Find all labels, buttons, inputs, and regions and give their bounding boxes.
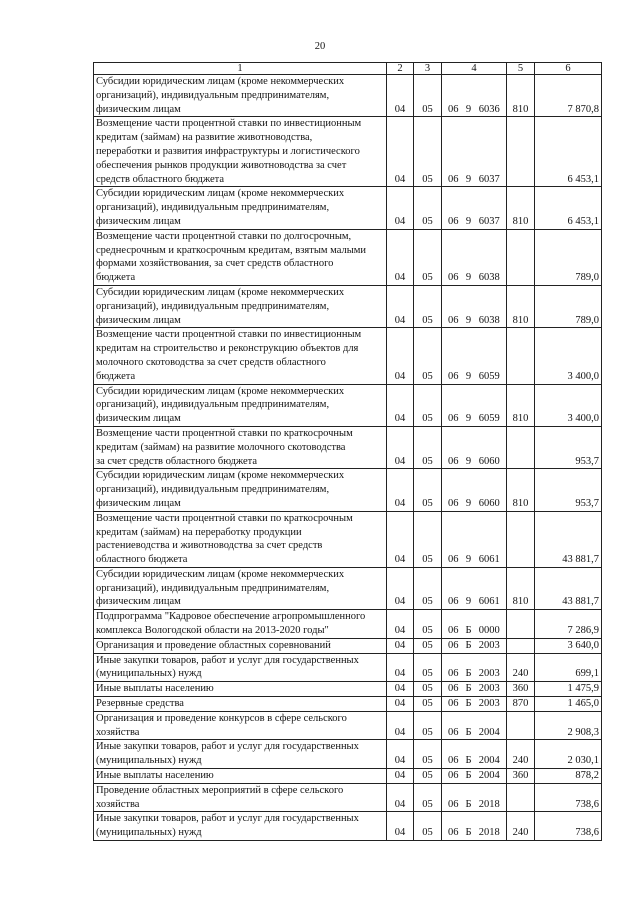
article-program: 06 xyxy=(447,173,459,185)
target-article-parts xyxy=(444,553,504,567)
table-row xyxy=(94,653,602,682)
table-row xyxy=(94,511,602,567)
row-description: Проведение областных мероприятий в сфере сельского хозяйства xyxy=(94,783,387,812)
target-article-code xyxy=(442,697,507,712)
section-code: 04 xyxy=(387,711,414,740)
table-row xyxy=(94,469,602,511)
target-article-parts xyxy=(444,370,504,384)
table-row xyxy=(94,187,602,229)
amount: 3 640,0 xyxy=(535,638,602,653)
column-header-6: 6 xyxy=(535,63,602,75)
row-description: Организация и проведение областных соревнований xyxy=(94,638,387,653)
subsection-code: 05 xyxy=(414,769,442,784)
target-article-parts xyxy=(444,497,504,511)
article-direction: 6060 xyxy=(478,497,500,509)
article-direction: 6059 xyxy=(478,370,500,382)
expense-type-code xyxy=(507,711,535,740)
expense-type-code: 810 xyxy=(507,567,535,609)
row-description: Возмещение части процентной ставки по инвестиционным кредитам (займам) на развитие животноводства, переработки и развития инфраструктуры и логистического обеспечения рынков продукции животноводства за счет средств областного бюджета xyxy=(94,117,387,187)
article-program: 06 xyxy=(447,272,459,284)
article-program: 06 xyxy=(447,827,459,839)
article-subprogram: 9 xyxy=(465,455,472,467)
row-description: Субсидии юридическим лицам (кроме некоммерческих организаций), индивидуальным предпринимателям, физическим лицам xyxy=(94,567,387,609)
article-subprogram: Б xyxy=(465,683,472,695)
table-header-row xyxy=(94,63,602,75)
amount: 738,6 xyxy=(535,783,602,812)
section-code: 04 xyxy=(387,469,414,511)
expense-type-code: 810 xyxy=(507,187,535,229)
amount: 789,0 xyxy=(535,285,602,327)
subsection-code: 05 xyxy=(414,328,442,384)
amount: 878,2 xyxy=(535,769,602,784)
article-program: 06 xyxy=(447,755,459,767)
row-description: Субсидии юридическим лицам (кроме некоммерческих организаций), индивидуальным предпринимателям, физическим лицам xyxy=(94,384,387,426)
section-code: 04 xyxy=(387,187,414,229)
subsection-code: 05 xyxy=(414,229,442,285)
article-direction: 2004 xyxy=(478,770,500,782)
article-direction: 2003 xyxy=(478,668,500,680)
target-article-parts xyxy=(444,624,504,638)
article-direction: 6038 xyxy=(478,314,500,326)
expense-type-code: 360 xyxy=(507,769,535,784)
amount: 7 286,9 xyxy=(535,610,602,639)
article-subprogram: 9 xyxy=(465,554,472,566)
section-code: 04 xyxy=(387,682,414,697)
expense-type-code: 810 xyxy=(507,384,535,426)
article-direction: 6036 xyxy=(478,103,500,115)
target-article-code xyxy=(442,783,507,812)
expense-type-code xyxy=(507,638,535,653)
target-article-code xyxy=(442,812,507,841)
row-description: Иные выплаты населению xyxy=(94,682,387,697)
article-program: 06 xyxy=(447,103,459,115)
article-direction: 6061 xyxy=(478,596,500,608)
article-program: 06 xyxy=(447,639,459,651)
section-code: 04 xyxy=(387,769,414,784)
amount: 699,1 xyxy=(535,653,602,682)
section-code: 04 xyxy=(387,511,414,567)
target-article-parts xyxy=(444,667,504,681)
row-description: Иные выплаты населению xyxy=(94,769,387,784)
article-subprogram: Б xyxy=(465,770,472,782)
budget-table xyxy=(93,62,602,841)
article-subprogram: Б xyxy=(465,798,472,810)
amount: 3 400,0 xyxy=(535,384,602,426)
table-header xyxy=(94,63,602,75)
article-program: 06 xyxy=(447,798,459,810)
table-row xyxy=(94,426,602,468)
article-direction: 0000 xyxy=(478,625,500,637)
section-code: 04 xyxy=(387,328,414,384)
target-article-code xyxy=(442,384,507,426)
expense-type-code: 240 xyxy=(507,653,535,682)
article-program: 06 xyxy=(447,668,459,680)
target-article-code xyxy=(442,638,507,653)
target-article-code xyxy=(442,426,507,468)
article-subprogram: Б xyxy=(465,726,472,738)
row-description: Возмещение части процентной ставки по инвестиционным кредитам на строительство и реконструкцию объектов для молочного скотоводства за счет средств областного бюджета xyxy=(94,328,387,384)
article-program: 06 xyxy=(447,625,459,637)
article-subprogram: Б xyxy=(465,639,472,651)
row-description: Иные закупки товаров, работ и услуг для государственных (муниципальных) нужд xyxy=(94,812,387,841)
target-article-code xyxy=(442,511,507,567)
target-article-parts xyxy=(444,271,504,285)
expense-type-code: 240 xyxy=(507,740,535,769)
amount: 1 475,9 xyxy=(535,682,602,697)
expense-type-code: 240 xyxy=(507,812,535,841)
column-header-3: 3 xyxy=(414,63,442,75)
target-article-parts xyxy=(444,639,504,653)
target-article-code xyxy=(442,610,507,639)
target-article-parts xyxy=(444,412,504,426)
row-description: Резервные средства xyxy=(94,697,387,712)
column-header-1: 1 xyxy=(94,63,387,75)
subsection-code: 05 xyxy=(414,711,442,740)
subsection-code: 05 xyxy=(414,285,442,327)
table-row xyxy=(94,697,602,712)
row-description: Субсидии юридическим лицам (кроме некоммерческих организаций), индивидуальным предпринимателям, физическим лицам xyxy=(94,187,387,229)
article-program: 06 xyxy=(447,683,459,695)
article-direction: 6038 xyxy=(478,272,500,284)
article-subprogram: 9 xyxy=(465,103,472,115)
target-article-code xyxy=(442,229,507,285)
table-row xyxy=(94,783,602,812)
subsection-code: 05 xyxy=(414,567,442,609)
amount: 7 870,8 xyxy=(535,75,602,117)
article-direction: 2004 xyxy=(478,755,500,767)
table-row xyxy=(94,567,602,609)
target-article-parts xyxy=(444,697,504,711)
amount: 1 465,0 xyxy=(535,697,602,712)
subsection-code: 05 xyxy=(414,638,442,653)
row-description: Возмещение части процентной ставки по долгосрочным, среднесрочным и краткосрочным кредитам, взятым малыми формами хозяйствования, за счет средств областного бюджета xyxy=(94,229,387,285)
article-program: 06 xyxy=(447,596,459,608)
table-row xyxy=(94,328,602,384)
target-article-parts xyxy=(444,754,504,768)
target-article-code xyxy=(442,769,507,784)
target-article-code xyxy=(442,740,507,769)
table-row xyxy=(94,711,602,740)
section-code: 04 xyxy=(387,426,414,468)
row-description: Подпрограмма "Кадровое обеспечение агропромышленного комплекса Вологодской области на 2013-2020 годы" xyxy=(94,610,387,639)
table-body xyxy=(94,75,602,841)
amount: 43 881,7 xyxy=(535,567,602,609)
amount: 789,0 xyxy=(535,229,602,285)
expense-type-code xyxy=(507,783,535,812)
section-code: 04 xyxy=(387,229,414,285)
target-article-code xyxy=(442,75,507,117)
article-program: 06 xyxy=(447,370,459,382)
article-subprogram: Б xyxy=(465,827,472,839)
subsection-code: 05 xyxy=(414,75,442,117)
expense-type-code xyxy=(507,426,535,468)
page-number: 20 xyxy=(314,41,326,52)
target-article-code xyxy=(442,117,507,187)
section-code: 04 xyxy=(387,783,414,812)
section-code: 04 xyxy=(387,75,414,117)
row-description: Иные закупки товаров, работ и услуг для государственных (муниципальных) нужд xyxy=(94,740,387,769)
amount: 6 453,1 xyxy=(535,187,602,229)
target-article-parts xyxy=(444,769,504,783)
subsection-code: 05 xyxy=(414,187,442,229)
subsection-code: 05 xyxy=(414,682,442,697)
article-direction: 2018 xyxy=(478,798,500,810)
subsection-code: 05 xyxy=(414,812,442,841)
article-subprogram: 9 xyxy=(465,413,472,425)
article-subprogram: Б xyxy=(465,698,472,710)
amount: 738,6 xyxy=(535,812,602,841)
target-article-parts xyxy=(444,595,504,609)
article-program: 06 xyxy=(447,215,459,227)
expense-type-code xyxy=(507,610,535,639)
target-article-parts xyxy=(444,726,504,740)
row-description: Субсидии юридическим лицам (кроме некоммерческих организаций), индивидуальным предпринимателям, физическим лицам xyxy=(94,75,387,117)
article-program: 06 xyxy=(447,770,459,782)
article-subprogram: 9 xyxy=(465,497,472,509)
table-row xyxy=(94,117,602,187)
target-article-parts xyxy=(444,314,504,328)
target-article-code xyxy=(442,285,507,327)
target-article-parts xyxy=(444,103,504,117)
table-row xyxy=(94,812,602,841)
article-subprogram: 9 xyxy=(465,596,472,608)
target-article-code xyxy=(442,711,507,740)
article-subprogram: 9 xyxy=(465,173,472,185)
target-article-code xyxy=(442,328,507,384)
row-description: Организация и проведение конкурсов в сфере сельского хозяйства xyxy=(94,711,387,740)
amount: 953,7 xyxy=(535,426,602,468)
article-program: 06 xyxy=(447,314,459,326)
column-header-5: 5 xyxy=(507,63,535,75)
table-row xyxy=(94,769,602,784)
section-code: 04 xyxy=(387,697,414,712)
amount: 43 881,7 xyxy=(535,511,602,567)
amount: 3 400,0 xyxy=(535,328,602,384)
article-direction: 2004 xyxy=(478,726,500,738)
column-header-4: 4 xyxy=(442,63,507,75)
article-direction: 2018 xyxy=(478,827,500,839)
table-row xyxy=(94,740,602,769)
subsection-code: 05 xyxy=(414,740,442,769)
section-code: 04 xyxy=(387,740,414,769)
section-code: 04 xyxy=(387,567,414,609)
amount: 6 453,1 xyxy=(535,117,602,187)
article-subprogram: 9 xyxy=(465,370,472,382)
target-article-parts xyxy=(444,682,504,696)
table-row xyxy=(94,75,602,117)
subsection-code: 05 xyxy=(414,426,442,468)
expense-type-code xyxy=(507,511,535,567)
subsection-code: 05 xyxy=(414,610,442,639)
table-row xyxy=(94,682,602,697)
article-subprogram: 9 xyxy=(465,215,472,227)
section-code: 04 xyxy=(387,285,414,327)
article-direction: 6060 xyxy=(478,455,500,467)
target-article-code xyxy=(442,653,507,682)
expense-type-code xyxy=(507,229,535,285)
subsection-code: 05 xyxy=(414,783,442,812)
section-code: 04 xyxy=(387,117,414,187)
column-header-2: 2 xyxy=(387,63,414,75)
section-code: 04 xyxy=(387,812,414,841)
target-article-parts xyxy=(444,455,504,469)
article-direction: 2003 xyxy=(478,698,500,710)
article-subprogram: 9 xyxy=(465,272,472,284)
row-description: Возмещение части процентной ставки по краткосрочным кредитам (займам) на переработку продукции растениеводства и животноводства за счет средств областного бюджета xyxy=(94,511,387,567)
target-article-code xyxy=(442,469,507,511)
article-direction: 2003 xyxy=(478,639,500,651)
expense-type-code xyxy=(507,328,535,384)
table-row xyxy=(94,610,602,639)
target-article-code xyxy=(442,567,507,609)
article-subprogram: 9 xyxy=(465,314,472,326)
row-description: Возмещение части процентной ставки по краткосрочным кредитам (займам) на развитие молочного скотоводства за счет средств областного бюджета xyxy=(94,426,387,468)
subsection-code: 05 xyxy=(414,469,442,511)
expense-type-code: 810 xyxy=(507,285,535,327)
section-code: 04 xyxy=(387,384,414,426)
section-code: 04 xyxy=(387,638,414,653)
subsection-code: 05 xyxy=(414,117,442,187)
article-program: 06 xyxy=(447,698,459,710)
section-code: 04 xyxy=(387,653,414,682)
subsection-code: 05 xyxy=(414,511,442,567)
subsection-code: 05 xyxy=(414,653,442,682)
table-row xyxy=(94,384,602,426)
section-code: 04 xyxy=(387,610,414,639)
target-article-parts xyxy=(444,215,504,229)
article-program: 06 xyxy=(447,726,459,738)
subsection-code: 05 xyxy=(414,697,442,712)
amount: 953,7 xyxy=(535,469,602,511)
expense-type-code: 870 xyxy=(507,697,535,712)
table-row xyxy=(94,229,602,285)
target-article-code xyxy=(442,682,507,697)
amount: 2 030,1 xyxy=(535,740,602,769)
row-description: Субсидии юридическим лицам (кроме некоммерческих организаций), индивидуальным предпринимателям, физическим лицам xyxy=(94,285,387,327)
article-subprogram: Б xyxy=(465,625,472,637)
target-article-parts xyxy=(444,826,504,840)
article-program: 06 xyxy=(447,497,459,509)
article-program: 06 xyxy=(447,413,459,425)
article-direction: 6037 xyxy=(478,215,500,227)
target-article-parts xyxy=(444,173,504,187)
target-article-parts xyxy=(444,798,504,812)
article-program: 06 xyxy=(447,554,459,566)
article-subprogram: Б xyxy=(465,668,472,680)
article-program: 06 xyxy=(447,455,459,467)
article-direction: 6037 xyxy=(478,173,500,185)
amount: 2 908,3 xyxy=(535,711,602,740)
article-direction: 6061 xyxy=(478,554,500,566)
expense-type-code: 810 xyxy=(507,469,535,511)
table-row xyxy=(94,638,602,653)
row-description: Иные закупки товаров, работ и услуг для государственных (муниципальных) нужд xyxy=(94,653,387,682)
expense-type-code xyxy=(507,117,535,187)
row-description: Субсидии юридическим лицам (кроме некоммерческих организаций), индивидуальным предпринимателям, физическим лицам xyxy=(94,469,387,511)
article-subprogram: Б xyxy=(465,755,472,767)
expense-type-code: 360 xyxy=(507,682,535,697)
expense-type-code: 810 xyxy=(507,75,535,117)
article-direction: 2003 xyxy=(478,683,500,695)
subsection-code: 05 xyxy=(414,384,442,426)
table-row xyxy=(94,285,602,327)
article-direction: 6059 xyxy=(478,413,500,425)
target-article-code xyxy=(442,187,507,229)
